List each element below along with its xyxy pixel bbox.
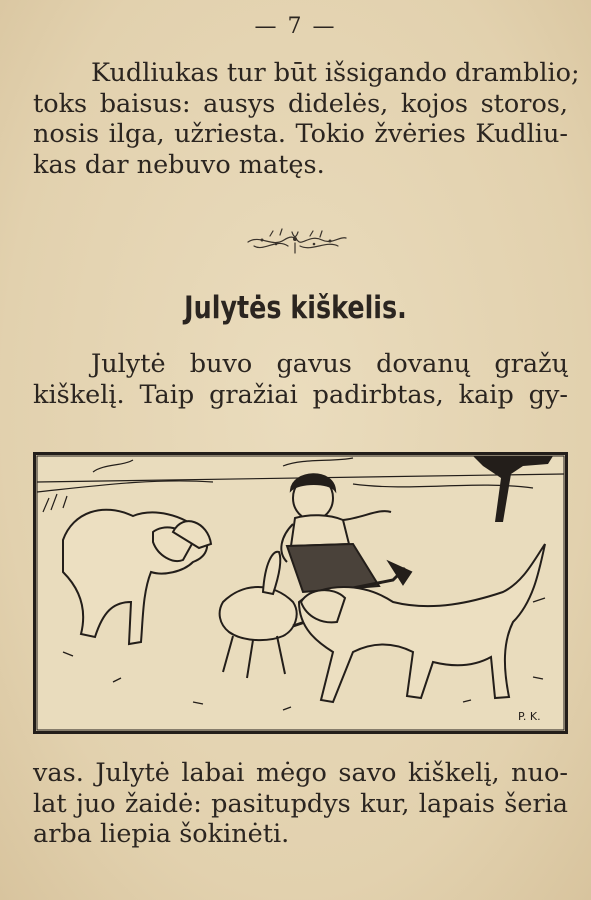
decorative-ornament xyxy=(240,224,350,258)
paragraph-julyte-play xyxy=(33,758,568,850)
text-line: Kudliukas tur būt išsigando dramblio; xyxy=(91,58,580,88)
text-line: kas dar nebuvo matęs. xyxy=(33,149,325,180)
text-line: kiškelį. Taip gražiai padirbtas, kaip gy- xyxy=(33,379,568,410)
paragraph-julyte-intro xyxy=(33,349,568,410)
text-line: nosis ilga, užriesta. Tokio žvėries Kudliu- xyxy=(33,119,568,149)
paragraph-kudliukas xyxy=(33,58,580,180)
text-line: vas. Julytė labai mėgo savo kiškelį, nuo- xyxy=(33,758,568,788)
text-line: toks baisus: ausys didelės, kojos storos, xyxy=(33,88,568,119)
text-line: Julytė buvo gavus dovanų gražų xyxy=(91,349,568,379)
illustration-girl-with-dogs xyxy=(33,452,568,734)
text-line: lat juo žaidė: pasitupdys kur, lapais šeria xyxy=(33,788,568,819)
page-number: — 7 — xyxy=(254,14,337,39)
section-heading: Julytės kiškelis. xyxy=(184,290,407,326)
text-line: arba liepia šokinėti. xyxy=(33,819,290,849)
illustration-signature: P. K. xyxy=(518,710,541,723)
